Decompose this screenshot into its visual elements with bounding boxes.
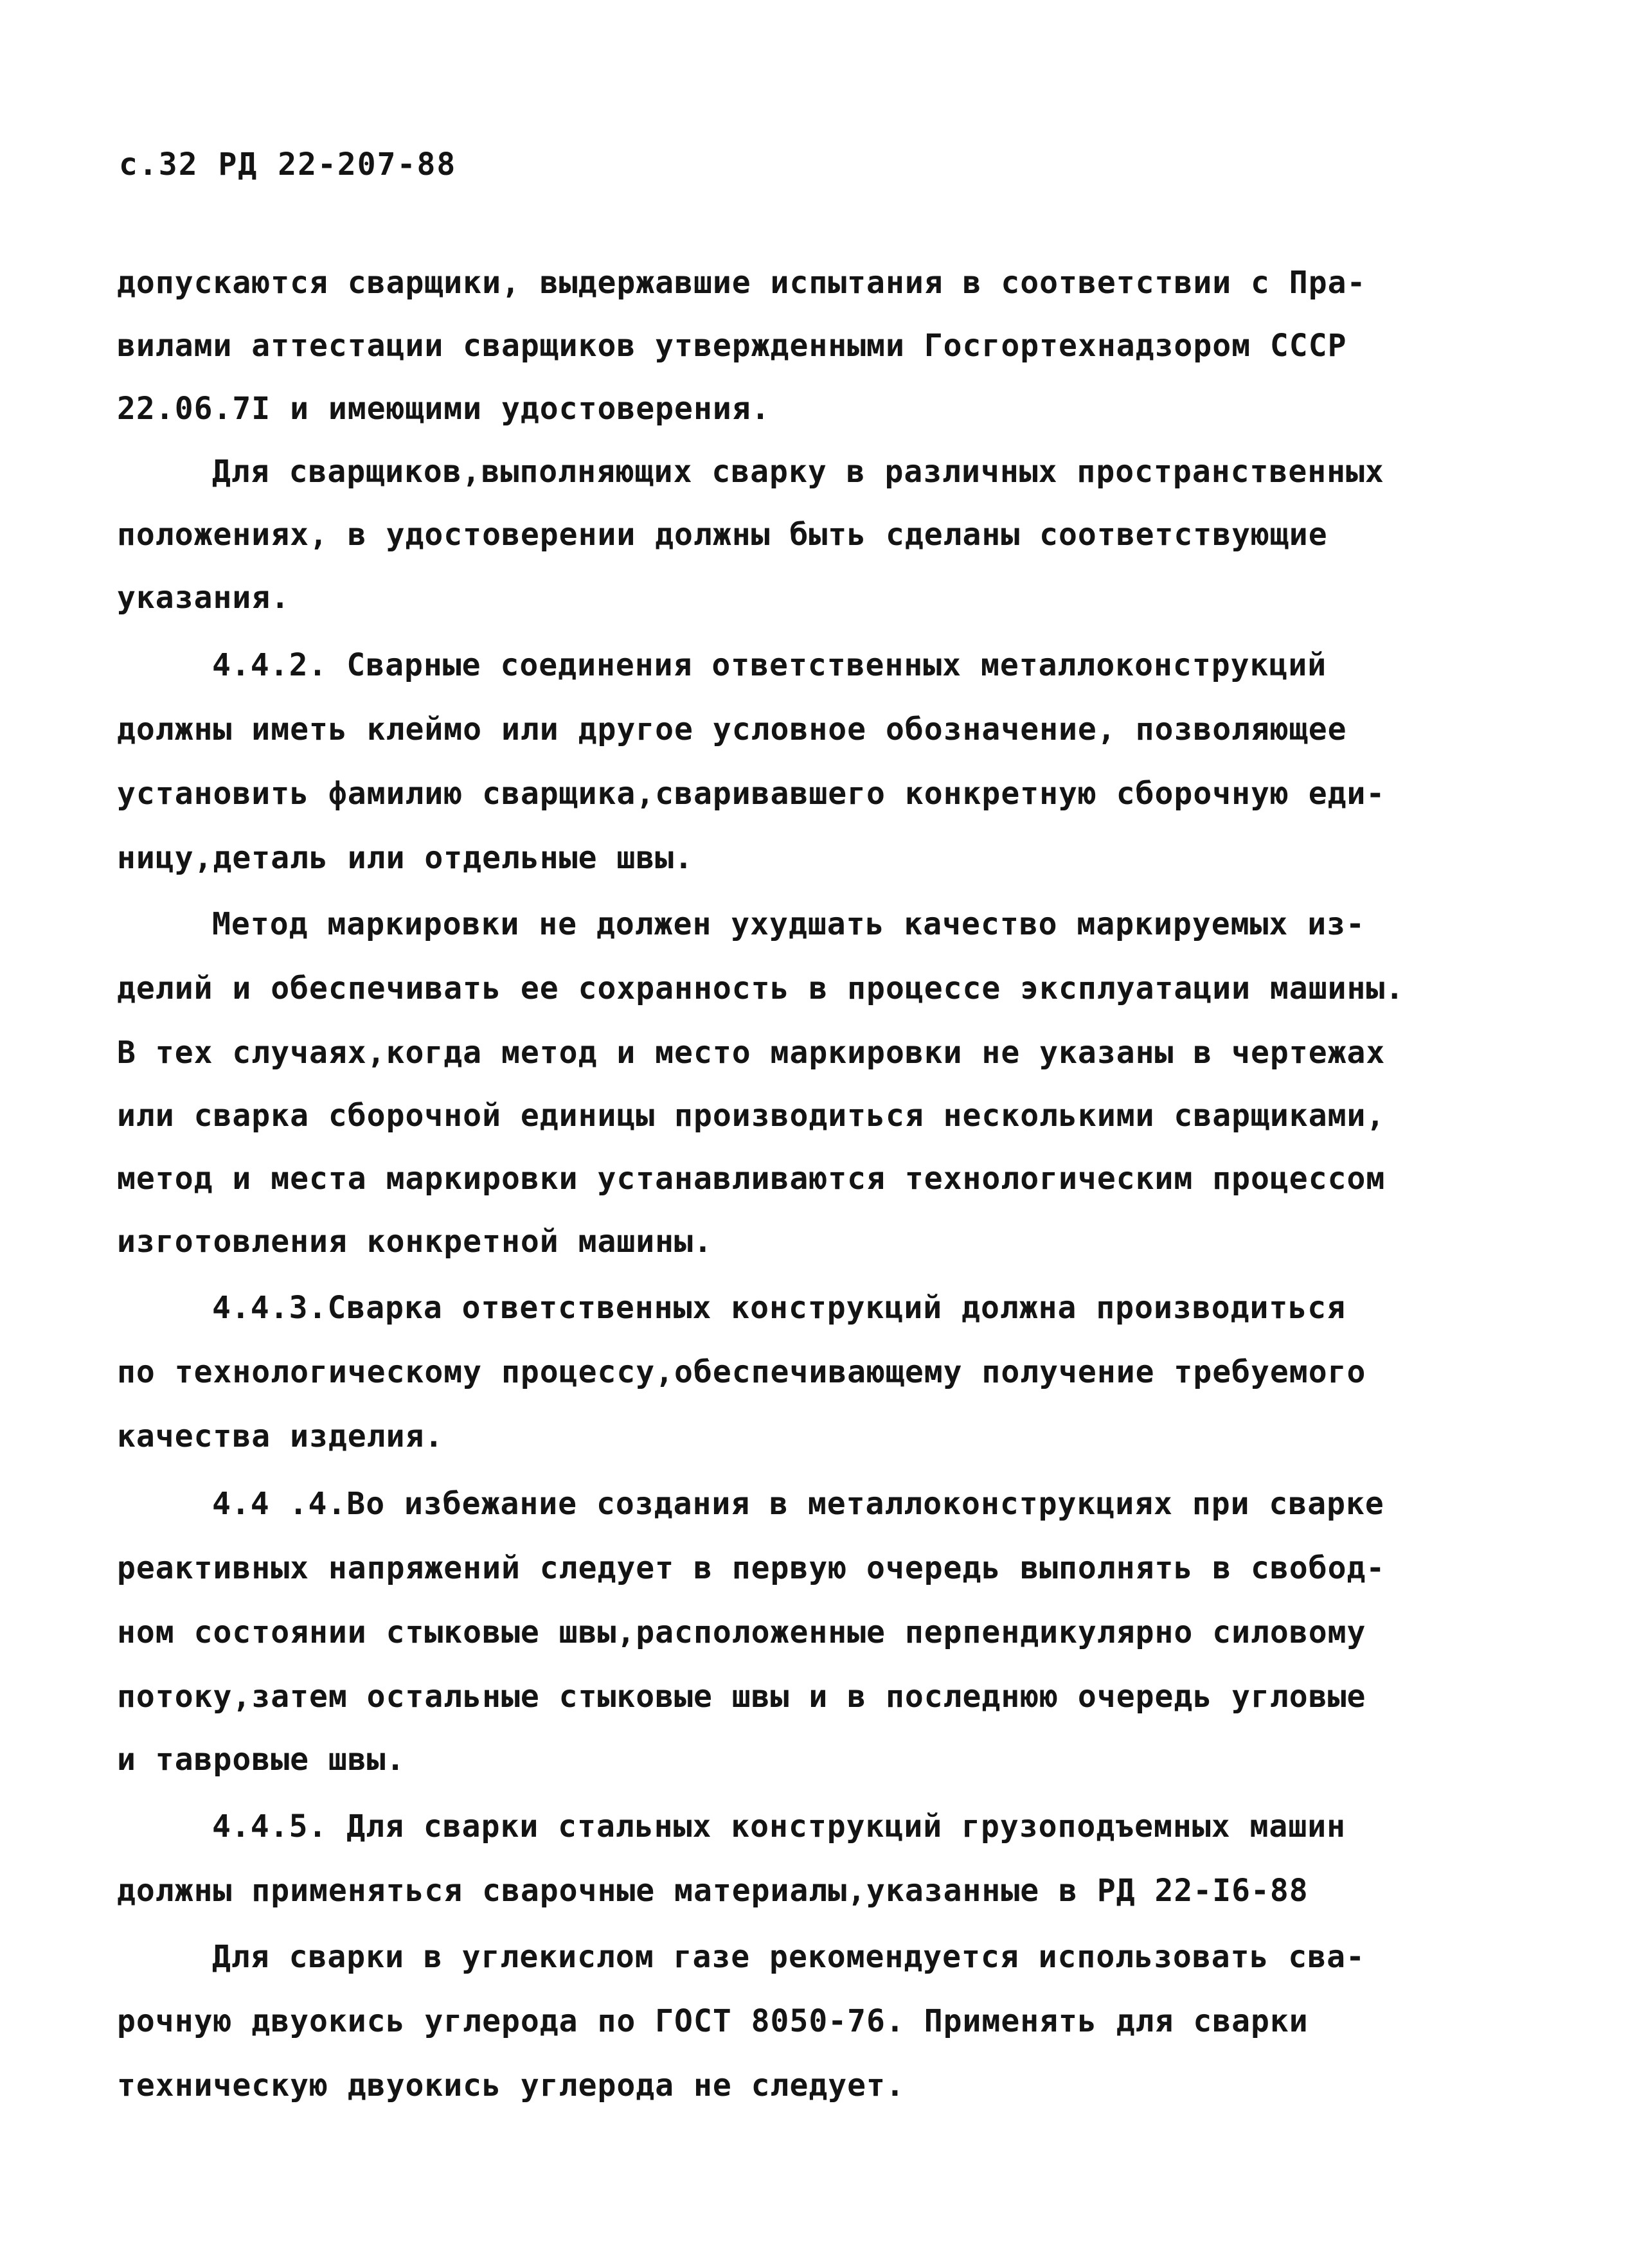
text-line: качества изделия. (117, 1418, 444, 1454)
text-line: должны иметь клеймо или другое условное обозначение, позволяющее (117, 711, 1347, 747)
text-line: должны применяться сварочные материалы,указанные в РД 22-I6-88 (117, 1873, 1309, 1909)
text-line: изготовления конкретной машины. (117, 1224, 713, 1260)
text-line: указания. (117, 580, 291, 616)
text-line: метод и места маркировки устанавливаются технологическим процессом (117, 1161, 1386, 1197)
text-line: положениях, в удостоверении должны быть сделаны соответствующие (117, 517, 1328, 553)
text-line: установить фамилию сварщика,сваривавшего конкретную сборочную еди- (117, 776, 1386, 812)
text-line: Метод маркировки не должен ухудшать качество маркируемых из- (212, 906, 1365, 942)
text-line: В тех случаях,когда метод и место маркировки не указаны в чертежах (117, 1035, 1386, 1071)
text-line: 4.4.2. Сварные соединения ответственных металлоконструкций (212, 647, 1327, 683)
text-line: вилами аттестации сварщиков утвержденными Госгортехнадзором СССР (117, 328, 1347, 364)
text-line: рочную двуокись углерода по ГОСТ 8050-76. Применять для сварки (117, 2003, 1309, 2039)
text-line: Для сварщиков,выполняющих сварку в различных пространственных (212, 454, 1384, 490)
text-line: делий и обеспечивать ее сохранность в процессе эксплуатации машины. (117, 970, 1405, 1006)
text-line: ном состоянии стыковые швы,расположенные перпендикулярно силовому (117, 1614, 1366, 1650)
text-line: 22.06.7I и имеющими удостоверения. (117, 391, 771, 427)
text-line: 4.4.3.Сварка ответственных конструкций должна производиться (212, 1290, 1346, 1326)
text-line: ницу,деталь или отдельные швы. (117, 840, 693, 876)
text-line: и тавровые швы. (117, 1742, 406, 1778)
text-line: Для сварки в углекислом газе рекомендуется использовать сва- (212, 1939, 1365, 1975)
text-line: по технологическому процессу,обеспечивающему получение требуемого (117, 1354, 1366, 1390)
text-line: реактивных напряжений следует в первую очередь выполнять в свобод- (117, 1550, 1386, 1586)
page-header: с.32 РД 22-207-88 (119, 147, 457, 183)
text-line: техническую двуокись углерода не следует. (117, 2067, 905, 2103)
text-line: 4.4.5. Для сварки стальных конструкций грузоподъемных машин (212, 1808, 1346, 1844)
text-line: 4.4 .4.Во избежание создания в металлоконструкциях при сварке (212, 1486, 1384, 1522)
text-line: допускаются сварщики, выдержавшие испытания в соответствии с Пра- (117, 265, 1366, 301)
text-line: или сварка сборочной единицы производиться несколькими сварщиками, (117, 1098, 1386, 1134)
text-line: потоку,затем остальные стыковые швы и в последнюю очередь угловые (117, 1679, 1366, 1715)
